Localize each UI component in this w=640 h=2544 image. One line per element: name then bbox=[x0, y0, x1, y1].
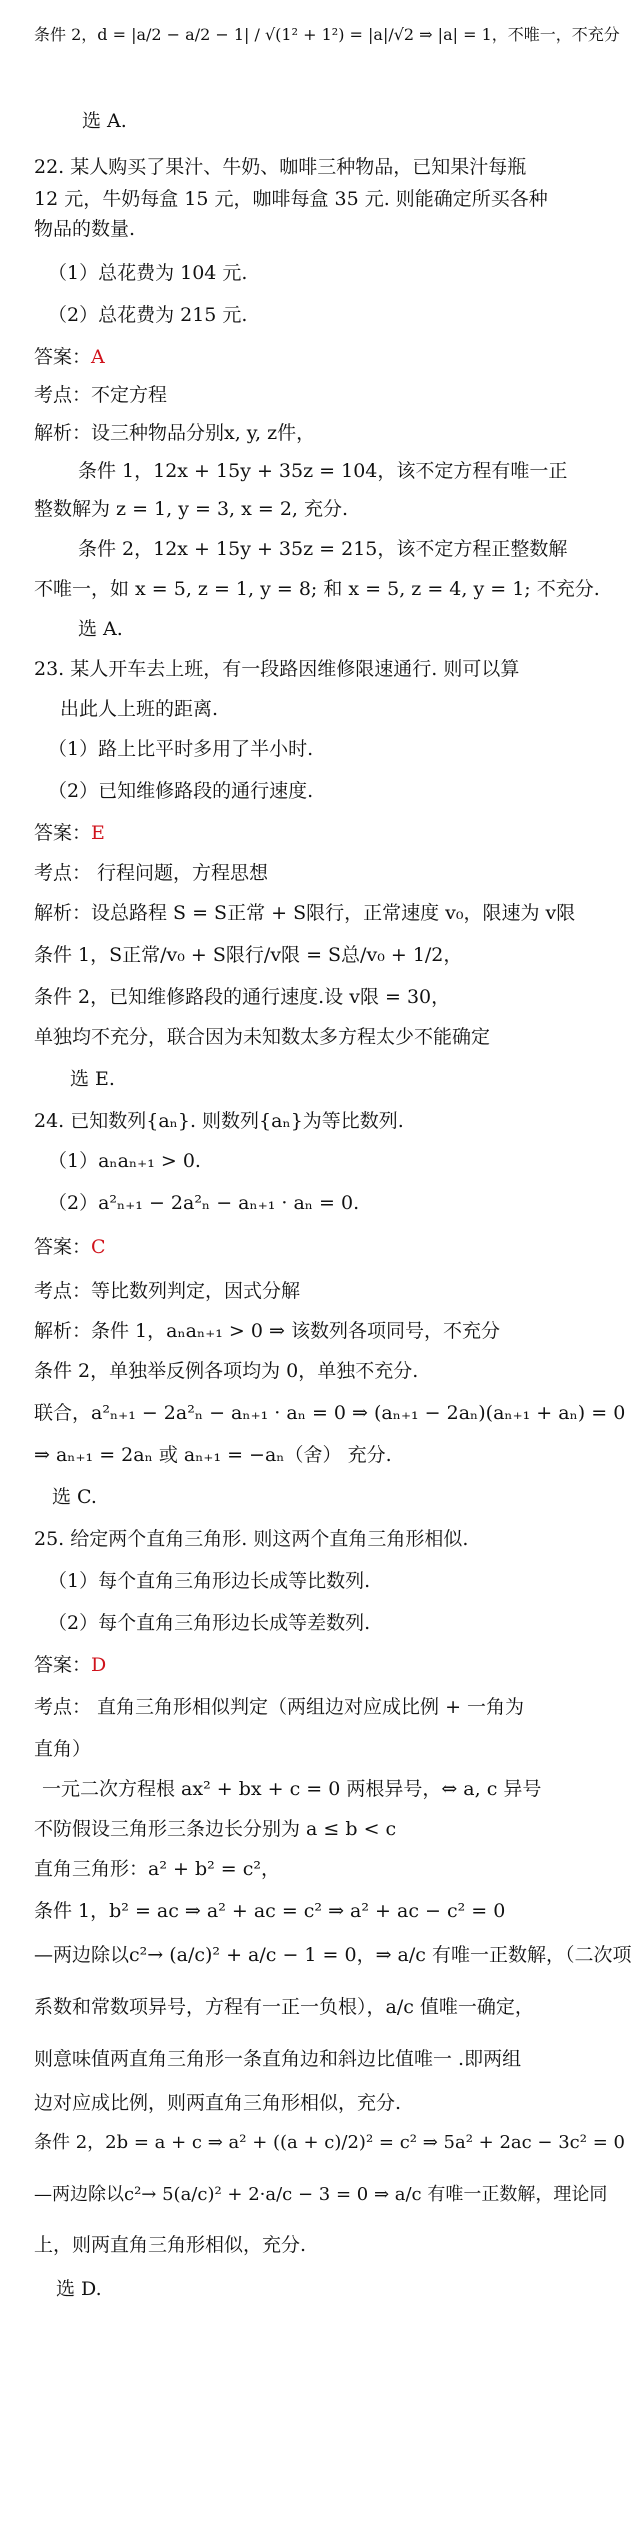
text-line-19: （2）已知维修路段的通行速度. bbox=[48, 780, 314, 802]
text-line-39: （2）每个直角三角形边长成等差数列. bbox=[48, 1612, 371, 1634]
text-line-28: （1）aₙaₙ₊₁ > 0. bbox=[48, 1150, 201, 1172]
text-line-38: （1）每个直角三角形边长成等比数列. bbox=[48, 1570, 371, 1592]
text-line-51: 条件 2，2b = a + c ⇒ a² + ((a + c)/2)² = c² ⇒ 5a² + 2ac − 3c² = 0 bbox=[34, 2132, 625, 2153]
text-line-45: 直角三角形：a² + b² = c²， bbox=[34, 1858, 280, 1880]
text-line-48: 系数和常数项异号，方程有一正一负根），a/c 值唯一确定， bbox=[34, 1996, 534, 2018]
text-line-13: 条件 2，12x + 15y + 35z = 215，该不定方程正整数解 bbox=[78, 538, 568, 560]
answer-label-22: 答案：A bbox=[34, 346, 105, 368]
text-line-21: 考点： 行程问题，方程思想 bbox=[34, 862, 269, 884]
text-line-41: 考点： 直角三角形相似判定（两组边对应成比例 + 一角为 bbox=[34, 1696, 525, 1718]
text-line-11: 条件 1，12x + 15y + 35z = 104，该不定方程有唯一正 bbox=[78, 460, 568, 482]
text-line-15: 选 A. bbox=[78, 618, 123, 640]
text-line-52: —两边除以c²→ 5(a/c)² + 2·a/c − 3 = 0 ⇒ a/c 有唯一正数解，理论同 bbox=[34, 2184, 608, 2205]
answer-letter: E bbox=[91, 822, 105, 844]
text-line-26: 选 E. bbox=[70, 1068, 115, 1090]
text-line-34: 联合，a²ₙ₊₁ − 2a²ₙ − aₙ₊₁ · aₙ = 0 ⇒ (aₙ₊₁ − 2aₙ)(aₙ₊₁ + aₙ) = 0 bbox=[34, 1402, 626, 1424]
text-line-31: 考点：等比数列判定，因式分解 bbox=[34, 1280, 301, 1302]
text-line-17: 出此人上班的距离. bbox=[60, 698, 219, 720]
text-line-4: 12 元，牛奶每盒 15 元，咖啡每盒 35 元. 则能确定所买各种 bbox=[34, 188, 548, 210]
text-line-18: （1）路上比平时多用了半小时. bbox=[48, 738, 314, 760]
text-line-42: 直角） bbox=[34, 1738, 92, 1760]
text-line-9: 考点：不定方程 bbox=[34, 384, 168, 406]
text-line-32: 解析：条件 1，aₙaₙ₊₁ > 0 ⇒ 该数列各项同号，不充分 bbox=[34, 1320, 500, 1342]
text-line-5: 物品的数量. bbox=[34, 218, 136, 240]
condition-2-distance: 条件 2，d = |a/2 − a/2 − 1| / √(1² + 1²) = |a|/√2 ⇒ |a| = 1，不唯一，不充分 bbox=[34, 25, 620, 44]
text-line-7: （2）总花费为 215 元. bbox=[48, 304, 248, 326]
answer-label-23: 答案：E bbox=[34, 822, 105, 844]
text-line-24: 条件 2，已知维修路段的通行速度.设 v限 = 30， bbox=[34, 986, 451, 1008]
text-line-12: 整数解为 z = 1, y = 3, x = 2, 充分. bbox=[34, 498, 349, 520]
text-line-35: ⇒ aₙ₊₁ = 2aₙ 或 aₙ₊₁ = −aₙ（舍） 充分. bbox=[34, 1444, 392, 1466]
text-line-47: —两边除以c²→ (a/c)² + a/c − 1 = 0，⇒ a/c 有唯一正数解，（二次项 bbox=[34, 1944, 632, 1966]
text-line-22: 解析：设总路程 S = S正常 + S限行，正常速度 v₀，限速为 v限 bbox=[34, 902, 576, 924]
question-25-title: 25. 给定两个直角三角形. 则这两个直角三角形相似. bbox=[34, 1528, 469, 1550]
answer-label-24: 答案：C bbox=[34, 1236, 106, 1258]
text-line-44: 不防假设三角形三条边长分别为 a ≤ b < c bbox=[34, 1818, 397, 1840]
answer-label-25: 答案：D bbox=[34, 1654, 107, 1676]
text-line-10: 解析：设三种物品分别x, y, z件， bbox=[34, 422, 316, 444]
question-24-title: 24. 已知数列{aₙ}. 则数列{aₙ}为等比数列. bbox=[34, 1110, 404, 1132]
answer-letter: C bbox=[91, 1236, 106, 1258]
text-line-33: 条件 2，单独举反例各项均为 0，单独不充分. bbox=[34, 1360, 419, 1382]
text-line-29: （2）a²ₙ₊₁ − 2a²ₙ − aₙ₊₁ · aₙ = 0. bbox=[48, 1192, 360, 1214]
answer-letter: A bbox=[91, 346, 105, 368]
text-line-36: 选 C. bbox=[52, 1486, 97, 1508]
text-line-53: 上，则两直角三角形相似，充分. bbox=[34, 2234, 307, 2256]
text-line-23: 条件 1，S正常/v₀ + S限行/v限 = S总/v₀ + 1/2， bbox=[34, 944, 463, 966]
answer-choice-d-q25: 选 D. bbox=[56, 2278, 102, 2300]
text-line-46: 条件 1，b² = ac ⇒ a² + ac = c² ⇒ a² + ac − c² = 0 bbox=[34, 1900, 506, 1922]
text-line-43: 一元二次方程根 ax² + bx + c = 0 两根异号，⇔ a, c 异号 bbox=[42, 1778, 542, 1800]
answer-choice-a-q21: 选 A. bbox=[82, 110, 127, 132]
answer-letter: D bbox=[91, 1654, 107, 1676]
text-line-6: （1）总花费为 104 元. bbox=[48, 262, 248, 284]
text-line-14: 不唯一，如 x = 5, z = 1, y = 8; 和 x = 5, z = 4, y = 1; 不充分. bbox=[34, 578, 600, 600]
text-line-25: 单独均不充分，联合因为未知数太多方程太少不能确定 bbox=[34, 1026, 491, 1048]
question-23-title: 23. 某人开车去上班，有一段路因维修限速通行. 则可以算 bbox=[34, 658, 520, 680]
text-line-50: 边对应成比例，则两直角三角形相似，充分. bbox=[34, 2092, 402, 2114]
question-22-title: 22. 某人购买了果汁、牛奶、咖啡三种物品，已知果汁每瓶 bbox=[34, 156, 527, 178]
text-line-49: 则意味值两直角三角形一条直角边和斜边比值唯一 .即两组 bbox=[34, 2048, 522, 2070]
